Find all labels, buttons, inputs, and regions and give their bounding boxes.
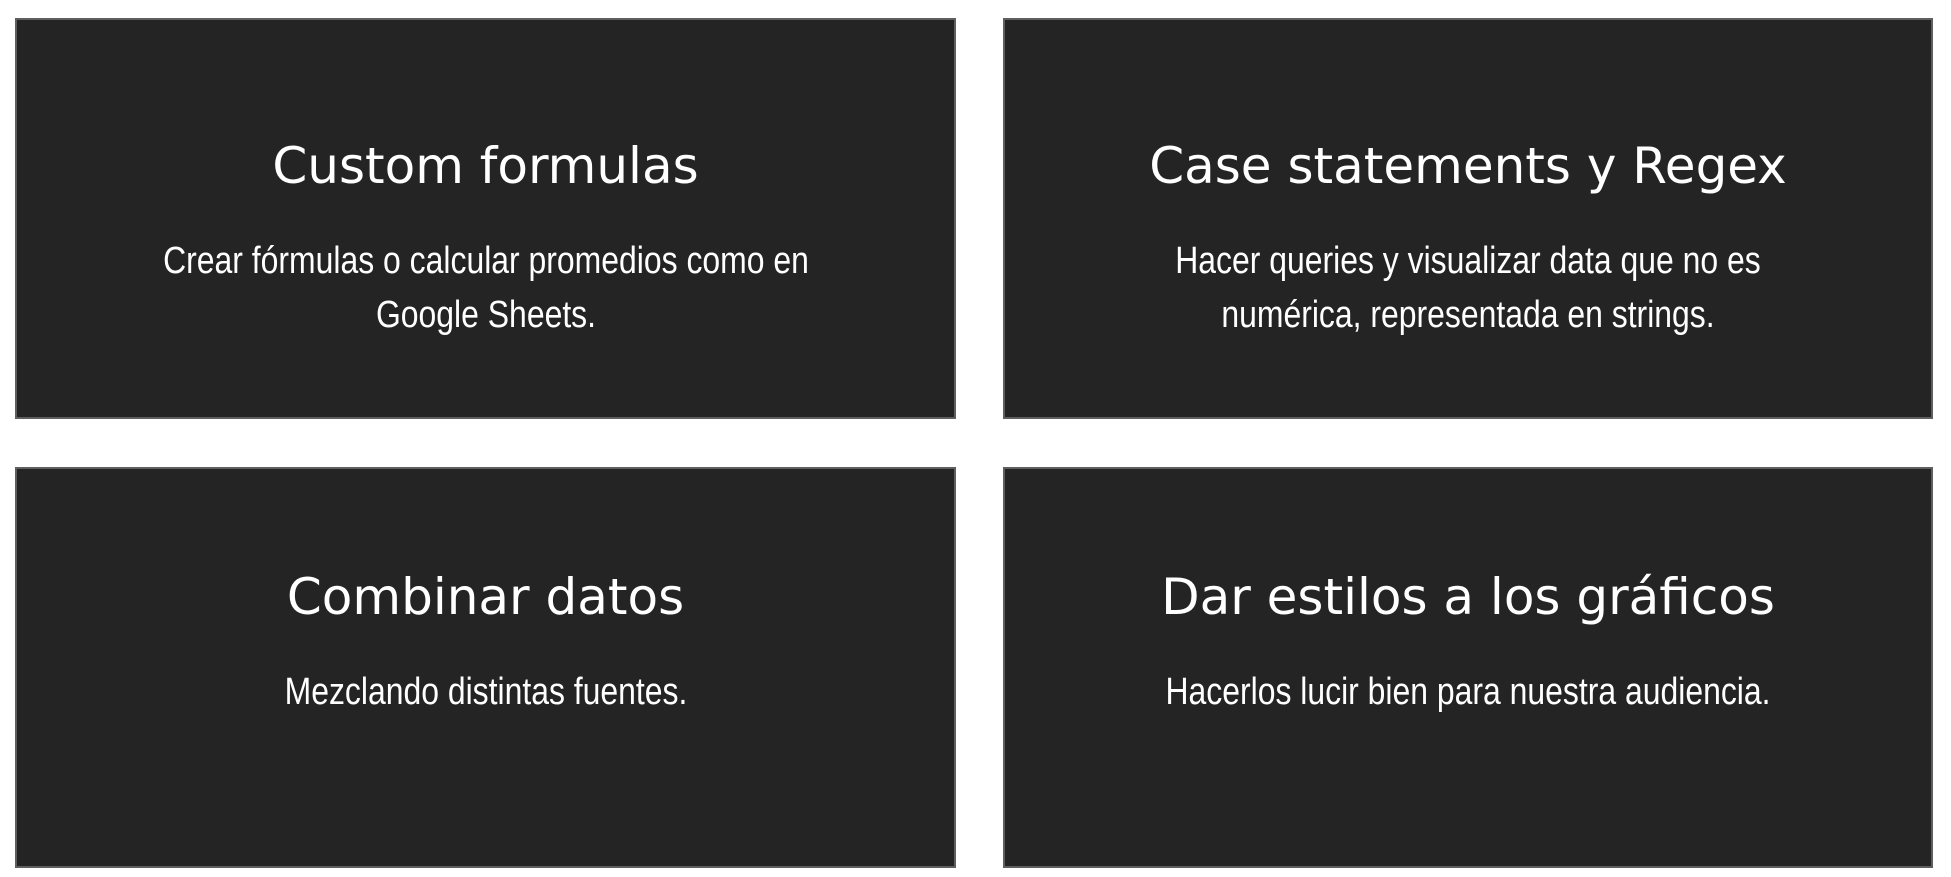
card-title: Custom formulas (272, 137, 699, 195)
card-title: Combinar datos (286, 568, 685, 626)
card-description: Hacerlos lucir bien para nuestra audiencia. (1165, 671, 1771, 713)
feature-card-dar-estilos (1003, 467, 1933, 868)
card-description: Mezclando distintas fuentes. (284, 671, 687, 713)
card-title: Case statements y Regex (1149, 137, 1787, 195)
card-title: Dar estilos a los gráficos (1161, 568, 1775, 626)
feature-card-combinar-datos (15, 467, 956, 868)
feature-card-custom-formulas (15, 18, 956, 419)
card-description: Crear fórmulas o calcular promedios como en Google Sheets. (162, 240, 809, 336)
feature-card-case-statements-regex (1003, 18, 1933, 419)
card-description: Hacer queries y visualizar data que no es numérica, representada en strings. (1175, 240, 1761, 336)
